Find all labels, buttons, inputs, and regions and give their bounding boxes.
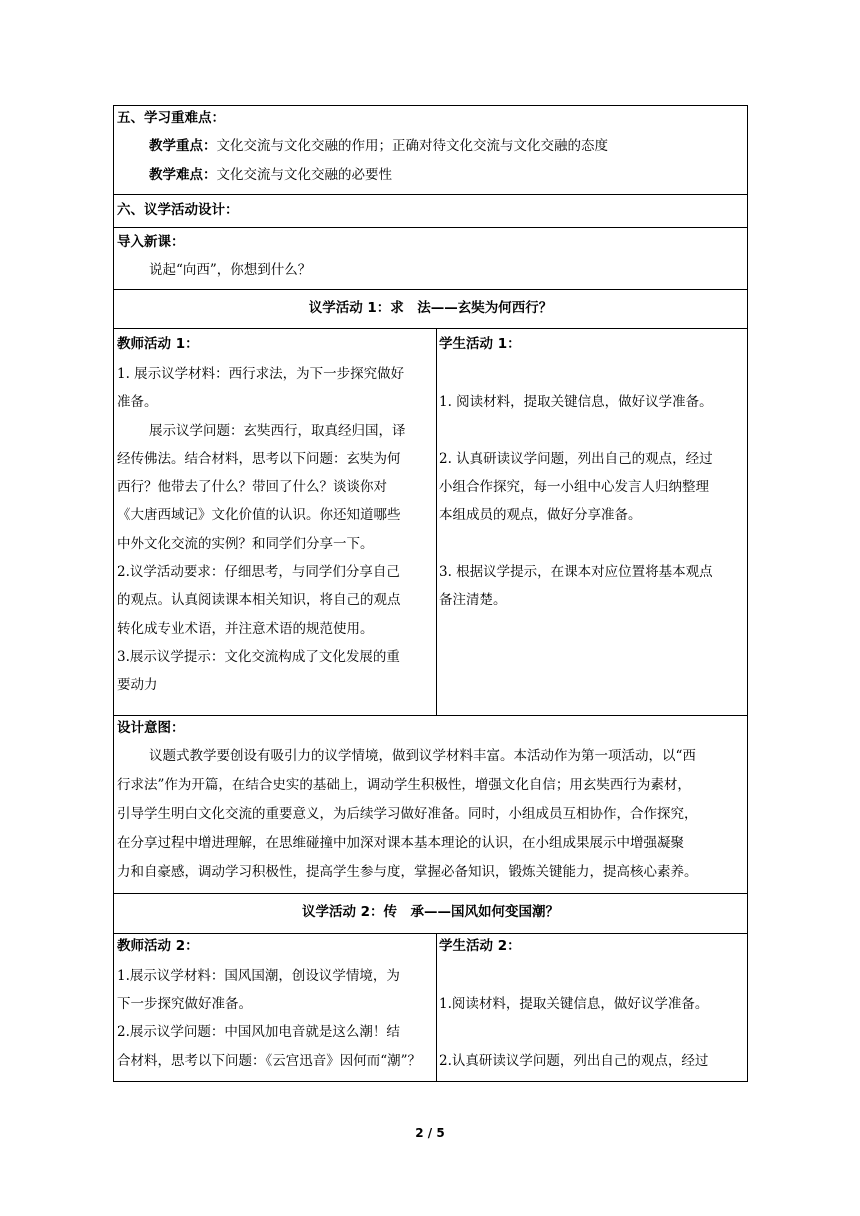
- student-activity-1-line: 备注清楚。: [439, 592, 507, 608]
- student-activity-2-line: 2.认真研读议学问题，列出自己的观点，经过: [439, 1053, 709, 1069]
- section-six-heading: 六、议学活动设计：: [117, 202, 239, 218]
- intro-heading: 导入新课：: [117, 234, 185, 250]
- difficult-point-line: [149, 165, 392, 185]
- design-intent-line: 在分享过程中增进理解，在思维碰撞中加深对课本基本理论的认识，在小组成果展示中增强凝聚: [117, 835, 684, 851]
- teacher-activity-1-line: 要动力: [117, 677, 158, 693]
- teacher-activity-2-line: 合材料，思考以下问题：《云宫迅音》因何而“潮”？: [117, 1053, 422, 1069]
- student-activity-1-heading: 学生活动 1：: [439, 336, 521, 352]
- design-intent-section: [114, 716, 747, 894]
- teacher-activity-1-line: 展示议学问题：玄奘西行，取真经归国，译: [149, 423, 406, 439]
- column-divider: [436, 934, 437, 1081]
- design-intent-line: 引导学生明白文化交流的重要意义，为后续学习做好准备。同时，小组成员互相协作，合作探究，: [117, 806, 698, 822]
- design-intent-line: 力和自豪感，调动学习积极性，提高学生参与度，掌握必备知识，锻炼关键能力，提高核心素养。: [117, 864, 698, 880]
- design-intent-line: 议题式教学要创设有吸引力的议学情境，做到议学材料丰富。本活动作为第一项活动，以“西: [149, 748, 696, 764]
- teacher-activity-1-line: 转化成专业术语，并注意术语的规范使用。: [117, 621, 374, 637]
- activity-2-title: 议学活动 2：传 承——国风如何变国潮？: [301, 904, 560, 920]
- teacher-activity-1-line: 经传佛法。结合材料，思考以下问题：玄奘为何: [117, 451, 401, 467]
- activity-1-title: 议学活动 1：求 法——玄奘为何西行？: [308, 300, 553, 316]
- activity-1-title-row: [114, 290, 747, 329]
- key-difficult-points-section: [114, 106, 747, 195]
- activity-2-title-row: [114, 894, 747, 934]
- teacher-activity-1-line: 中外文化交流的实例？和同学们分享一下。: [117, 536, 374, 552]
- student-activity-1-line: 本组成员的观点，做好分享准备。: [439, 507, 642, 523]
- difficult-point-text: 文化交流与文化交融的必要性: [216, 167, 392, 183]
- design-intent-heading: 设计意图：: [117, 720, 185, 736]
- section-five-heading: 五、学习重难点：: [117, 110, 225, 126]
- teacher-activity-1-line: 西行？他带去了什么？带回了什么？谈谈你对: [117, 479, 387, 495]
- teacher-activity-2-line: 2.展示议学问题：中国风加电音就是这么潮！结: [117, 1024, 400, 1040]
- key-point-text: 文化交流与文化交融的作用；正确对待文化交流与文化交融的态度: [216, 138, 608, 154]
- teacher-activity-2-line: 下一步探究做好准备。: [117, 996, 252, 1012]
- key-point-line: [149, 136, 608, 156]
- student-activity-1-line: 1. 阅读材料，提取关键信息，做好议学准备。: [439, 394, 713, 410]
- activity-design-section: [114, 195, 747, 228]
- intro-text: 说起“向西”，你想到什么？: [149, 262, 312, 278]
- column-divider: [436, 329, 437, 715]
- student-activity-2-heading: 学生活动 2：: [439, 938, 521, 954]
- student-activity-1-line: 2. 认真研读议学问题，列出自己的观点，经过: [439, 451, 713, 467]
- student-activity-2-line: 1.阅读材料，提取关键信息，做好议学准备。: [439, 996, 709, 1012]
- teacher-activity-1-line: 1. 展示议学材料：西行求法，为下一步探究做好: [117, 366, 405, 382]
- teacher-activity-1-line: 的观点。认真阅读课本相关知识，将自己的观点: [117, 592, 401, 608]
- activity-2-row: [114, 934, 747, 1081]
- difficult-point-label: 教学难点：: [149, 167, 217, 183]
- activity-1-row: [114, 329, 747, 716]
- teacher-activity-1-heading: 教师活动 1：: [117, 336, 199, 352]
- teacher-activity-2-heading: 教师活动 2：: [117, 938, 199, 954]
- teacher-activity-1-line: 2.议学活动要求：仔细思考，与同学们分享自己: [117, 564, 400, 580]
- page-number: 2 / 5: [415, 1126, 445, 1140]
- teacher-activity-1-line: 3.展示议学提示：文化交流构成了文化发展的重: [117, 649, 400, 665]
- student-activity-1-line: 3. 根据议学提示，在课本对应位置将基本观点: [439, 564, 713, 580]
- key-point-label: 教学重点：: [149, 138, 217, 154]
- design-intent-line: 行求法”作为开篇，在结合史实的基础上，调动学生积极性，增强文化自信；用玄奘西行为素材，: [117, 777, 691, 793]
- teacher-activity-1-line: 准备。: [117, 394, 158, 410]
- student-activity-1-line: 小组合作探究，每一小组中心发言人归纳整理: [439, 479, 709, 495]
- teacher-activity-1-line: 《大唐西域记》文化价值的认识。你还知道哪些: [117, 507, 401, 523]
- intro-section: [114, 228, 747, 290]
- teacher-activity-2-line: 1.展示议学材料：国风国潮，创设议学情境，为: [117, 968, 400, 984]
- lesson-plan-table: [113, 105, 748, 1082]
